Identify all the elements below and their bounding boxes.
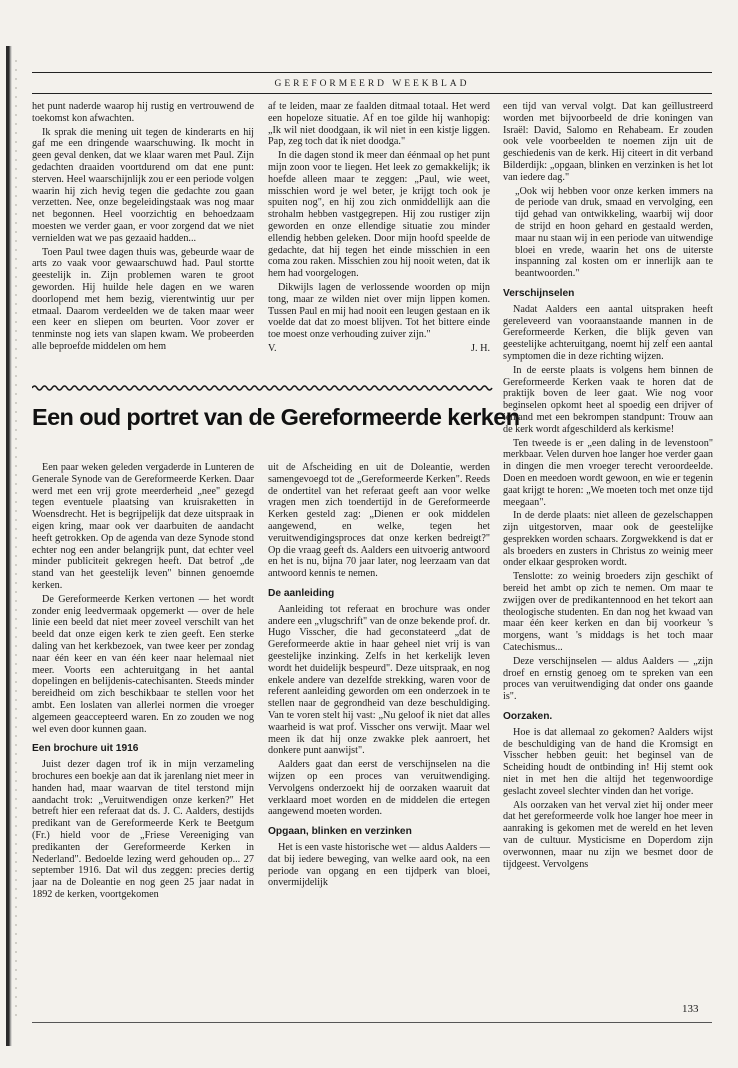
- paragraph: Aalders gaat dan eerst de verschijnselen na die wijzen op een proces van veruitwendiging. Vervolgens onderzoekt hij de oorzaken waaruit dat verklaard moet worden en de middelen die ertegen aangewend moeten worden.: [268, 759, 490, 818]
- article-title: Een oud portret van de Gereformeerde kerken: [32, 404, 520, 430]
- wavy-separator: [32, 384, 493, 392]
- signature-right: J. H.: [471, 342, 490, 354]
- paragraph: De Gereformeerde Kerken vertonen — het wordt zonder enig leedvermaak opgemerkt — over de hele linie een beeld dat niet meer zoveel verschilt van het beeld dat onze eigen kerk te zien geeft. Een sterke daling van het kerkbezoek, van twee keer per zondag naar één keer en van één keer naar helemaal niet meer. Voorts een achteruitgang in het aantal dopelingen en belijdenis-catechisanten. Steeds minder bereidheid om zich beschikbaar te stellen voor het ambt. Een loslaten van allerlei normen die vroeger algemeen geaccepteerd waren. En zo zouden we nog wel even door kunnen gaan.: [32, 593, 254, 735]
- paragraph: In de derde plaats: niet alleen de gezelschappen zijn uitgestorven, maar ook de geestelijke gesprekken worden schaars. Zorgwekkend is dat er als broeders en zusters in Christus zo weinig meer onder elkaar gesproken wordt.: [503, 510, 713, 569]
- paragraph: Deze verschijnselen — aldus Aalders — „zijn droef en ernstig genoeg om te spreken van een proces van veruitwendiging dat onder ons gaande is".: [503, 655, 713, 703]
- paragraph: Tenslotte: zo weinig broeders zijn geschikt of bereid het ambt op zich te nemen. Om maar te zwijgen over de predikantennood en het tekort aan theologische studenten. En dan nog het kwaad van maar één keer kerken en dan bij voorkeur 's morgens, want 's middags is het toch maar Catechismus...: [503, 571, 713, 654]
- article-column-1: [32, 462, 254, 1002]
- paragraph: Ik sprak die mening uit tegen de kinderarts en hij gaf me een dringende waarschuwing. Ik mocht in geen geval denken, dat we klaar waren met Paul. Zijn gedachten draaiden voortdurend om dat ene punt: sterven. Heel waarschijnlijk zou er een periode volgen waarin hij zich hevig tegen die gedachte zou gaan verzetten. Nee, onze begeleidingstaak was nog maar net begonnen. Heel voorzichtig en behoedzaam moesten we verder gaan, er voor zorgend dat we niet vernielden wat we pas gezaaid hadden...: [32, 126, 254, 244]
- article-column-2: [268, 462, 490, 1002]
- paragraph: Hoe is dat allemaal zo gekomen? Aalders wijst de beschuldiging van de hand die Kromsigt en Visscher hebben geuit: het beginsel van de Scheiding houdt de ontbinding in! Hij stemt ook niet in met hen die altijd het tegenwoordige geslacht zoveel slechter vinden dan het vorige.: [503, 726, 713, 797]
- page-number: 133: [682, 1003, 699, 1015]
- paragraph: Nadat Aalders een aantal uitspraken heeft gereleveerd van vooraanstaande mannen in de Gereformeerde Kerken, die blijk geven van geestelijke achteruitgang, noemt hij zelf een aantal symptomen die in deze richting wijzen.: [503, 303, 713, 362]
- page-binding-edge: [6, 46, 12, 1046]
- footer-rule: [32, 1022, 712, 1023]
- paragraph: een tijd van verval volgt. Dat kan geïllustreerd worden met bijvoorbeeld de drie koningen van Israël: David, Salomo en Rehabeam. Er zouden ook vele voorbeelden te noemen zijn uit de geschiedenis van de kerk. Hij citeert in dit verband Bilderdijk: „opgaan, blinken en verzinken is het lot van iedere dag.": [503, 101, 713, 183]
- paragraph: In die dagen stond ik meer dan éénmaal op het punt mijn zoon voor te liegen. Het leek zo gemakkelijk; ik hoefde alleen maar te zeggen: „Paul, wie weet, misschien word je wel beter, je krijgt toch ook je spuiten nog", en hij zou zich onmiddellijk aan die strohalm hebben vastgegrepen. Hij zou rustiger zijn geworden en onze ellendige situatie zou minder ellendig hebben geleken. Door mijn hoofd speelde de gedachte, dat hij tegen het einde misschien in een coma zou raken. Misschien zou hij nooit weten, dat ik hem had voorgelogen.: [268, 150, 490, 280]
- top-article-column-2: [268, 101, 490, 376]
- header-rule-top: [32, 72, 712, 73]
- top-article-column-1: [32, 101, 254, 371]
- paragraph: Aanleiding tot referaat en brochure was onder andere een „vlugschrift" van de onze bekende prof. dr. Hugo Visscher, die had geconstateerd „dat de Gereformeerde aktie in haar geheel niet vrij is van geestelijke inzinking. Zelfs in het kerkelijk leven wordt het duidelijk bespeurd". Deze uitspraak, en nog enkele andere van dezelfde strekking, waren voor de referent aanleiding geworden om een onderzoek in te stellen naar de gegrondheid van deze beschuldiging. Van te voren stelt hij vast: „Nu geloof ik niet dat alles waarheid is wat prof. Visscher ons verwijt. Maar wel meen ik dat hij onze zwakke plek aanroert, het donkere punt aanwijst".: [268, 603, 490, 757]
- section-heading: Verschijnselen: [503, 287, 575, 299]
- paragraph: Een paar weken geleden vergaderde in Lunteren de Generale Synode van de Gereformeerde Kerken. Daar werd met een vrij grote meerderheid „nee" gezegd tegen eventuele plaatsing van kruisraketten in Woensdrecht. Het is begrijpelijk dat deze uitspraak in eigen kring, maar ook ver daarbuiten de aandacht heeft getrokken. Op de agenda van deze Synode stond echter nog een ander belangrijk punt, dat echter veel minder publiciteit gekregen heeft. Dat betrof „de stand van het geestelijk leven" binnen genoemde kerken.: [32, 462, 254, 591]
- section-heading: Opgaan, blinken en verzinken: [268, 826, 412, 838]
- block-quote: „Ook wij hebben voor onze kerken immers na de periode van druk, smaad en vervolging, een tijd gehad van ontwikkeling, waarbij wij door de strijd en hoon gehard en gestaald werden, maar nu staan wij in een periode van uitwendige bloei en vrede, waarin het ons de uiterste inspanning zal kosten om er innerlijk aan te beantwoorden.": [515, 185, 713, 280]
- paragraph: Ten tweede is er „een daling in de levenstoon" merkbaar. Velen durven hoe langer hoe verder gaan in dingen die men vroeger terecht veroordeelde. Doen en meedoen wordt gewoon, en wie er tegenin gaat krijgt te horen: „We moeten toch met onze tijd meegaan".: [503, 437, 713, 508]
- paragraph: Het is een vaste historische wet — aldus Aalders — dat bij iedere beweging, van welke aard ook, na een periode van opgang en een tijdperk van bloei, onvermijdelijk: [268, 841, 490, 889]
- paragraph: Toen Paul twee dagen thuis was, gebeurde waar de arts zo vaak voor gewaarschuwd had. Paul stortte geestelijk in. Zijn problemen waren te groot geworden. Hij huilde hele dagen en we waren doorlopend met hem bezig, vierentwintig uur per etmaal. Daarom verdeelden we de taken maar weer een keer en sliepen om beurten. Voor zover er tenminste nog iets van slapen kwam. We probeerden alle beproefde middelen om hem: [32, 246, 254, 352]
- signature-line: [268, 343, 490, 355]
- section-heading: Een brochure uit 1916: [32, 743, 139, 755]
- signature-left: V.: [268, 342, 277, 354]
- paragraph: In de eerste plaats is volgens hem binnen de Gereformeerde Kerken vaak te horen dat de praktijk boven de leer gaat. Wie nog voor beginselen opkomt heet al spoedig een drijver of iemand met een bekrompen standpunt: Trouw aan de kerk wordt afgeschilderd als kerkisme!: [503, 364, 713, 435]
- section-heading: De aanleiding: [268, 587, 335, 599]
- article-column-3: [503, 101, 713, 1001]
- paragraph: Als oorzaken van het verval ziet hij onder meer dat het gereformeerde volk hoe langer hoe meer in aanraking is gekomen met de wereld en het leven van de cultuur. Mysticisme en Doperdom zijn overwonnen, maar nu zijn we besmet door de tijdgeest. Vervolgens: [503, 799, 713, 870]
- paragraph: het punt naderde waarop hij rustig en vertrouwend de toekomst kon afwachten.: [32, 101, 254, 124]
- paragraph: Juist dezer dagen trof ik in mijn verzameling brochures een boekje aan dat ik jarenlang niet meer in handen had, maar waarvan de titel terstond mijn aandacht trok: „Veruitwendigen onze kerken?" Het betreft hier een referaat dat ds. J. C. Aalders, destijds predikant van de Gereformeerde Kerk te Beetgum (Fr.) hield voor de „Friese Vereeniging van predikanten der Gereformeerde Kerken in Nederland". Bedoelde lezing werd gehouden op... 27 september 1916. Dat wil dus zeggen: precies dertig jaar na de Doleantie en nog geen 25 jaar nadat in 1892 de kerken, voortgekomen: [32, 759, 254, 900]
- header-rule-bottom: [32, 93, 712, 94]
- journal-title: GEREFORMEERD WEEKBLAD: [274, 79, 470, 89]
- paragraph: af te leiden, maar ze faalden ditmaal totaal. Het werd een hopeloze situatie. Af en toe gilde hij wanhopig: „Ik wil niet doodgaan, ik wil niet in een kistje liggen. Pap, zeg toch dat ik niet doodga.": [268, 101, 490, 148]
- section-heading: Oorzaken.: [503, 711, 553, 723]
- binding-dots: [15, 60, 17, 1020]
- paragraph: Dikwijls lagen de verlossende woorden op mijn tong, maar ze wilden niet over mijn lippen komen. Tussen Paul en mij had nooit een leugen gestaan en ik voelde dat dat zo moest blijven. Tot het bittere einde toe moest onze verhouding zuiver zijn.": [268, 281, 490, 341]
- paragraph: uit de Afscheiding en uit de Doleantie, werden samengevoegd tot de „Gereformeerde Kerken". Reeds de ondertitel van het referaat geeft aan voor welke vragen men zich toendertijd in de Gereformeerde Kerken gesteld zag: „Dienen er ook middelen aangewend, en welke, tegen het veruitwendigingsproces dat onze kerken bedreigt?" Op die vraag geeft ds. Aalders een uitvoerig antwoord en het is nu, bijna 70 jaar later, nog leerzaam van dat antwoord kennis te nemen.: [268, 462, 490, 580]
